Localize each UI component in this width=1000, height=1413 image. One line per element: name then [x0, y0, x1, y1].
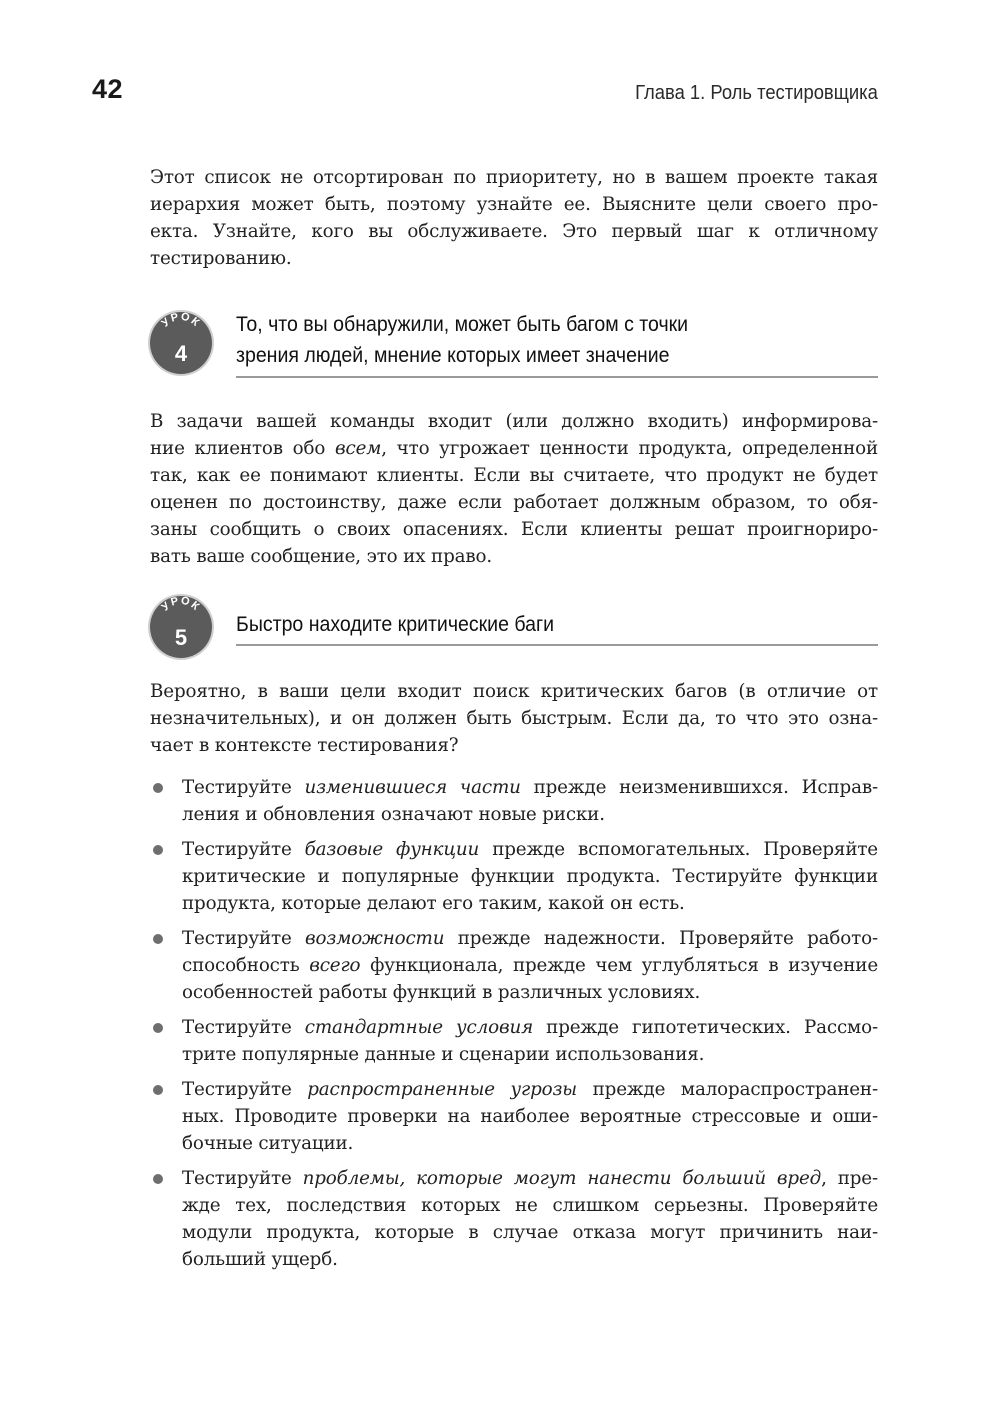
svg-text:УРОК	[160, 596, 203, 614]
text-line	[150, 435, 878, 462]
text-fragment: Тестируйте	[182, 1017, 305, 1038]
list-item	[150, 1076, 878, 1157]
text-line: Вероятно, в ваши цели входит поиск критических багов (в отличие от	[150, 681, 878, 702]
lesson-number: 4	[174, 341, 188, 366]
text-line	[182, 952, 878, 979]
text-line: чает в контексте тестирования?	[150, 735, 459, 756]
lesson-number: 5	[174, 625, 188, 650]
emphasis: изменившиеся части	[304, 777, 521, 798]
text-fragment: Тестируйте	[182, 777, 305, 798]
lesson-badge	[150, 596, 212, 658]
text-fragment: прежде вспомогательных. Проверяйте	[479, 839, 878, 860]
lesson-divider	[236, 376, 878, 378]
text-fragment: прежде неизменившихся. Исправ-	[520, 777, 878, 798]
text-line	[182, 1165, 878, 1192]
list-item	[150, 1165, 878, 1273]
lesson-5-paragraph	[150, 678, 878, 759]
emphasis: базовые функции	[304, 839, 480, 860]
text-fragment: , что угрожает ценности продукта, определенной	[381, 438, 878, 459]
text-line: жде тех, последствия которых не слишком серьезны. Проверяйте	[182, 1195, 878, 1216]
text-line: Этот список не отсортирован по приоритету, но в вашем проекте такая	[150, 167, 878, 188]
list-item	[150, 774, 878, 828]
svg-text:УРОК	[160, 312, 203, 330]
text-line: екта. Узнайте, кого вы обслуживаете. Это первый шаг к отличному	[150, 221, 878, 242]
text-line: незначительных), и он должен быть быстрым. Если да, то что это озна-	[150, 708, 878, 729]
chapter-running-header: Глава 1. Роль тестировщика	[635, 82, 878, 104]
text-fragment: прежде гипотетических. Рассмо-	[533, 1017, 878, 1038]
text-line: В задачи вашей команды входит (или должно входить) информирова-	[150, 411, 878, 432]
text-line: бочные ситуации.	[182, 1133, 354, 1154]
text-fragment: прежде надежности. Проверяйте работо-	[444, 928, 878, 949]
lesson-4-heading	[150, 310, 878, 380]
lesson-badge-word: УРОК	[159, 312, 203, 330]
text-line: критические и популярные функции продукта. Тестируйте функции	[182, 866, 878, 887]
lesson-4-paragraph	[150, 408, 878, 570]
text-fragment: Тестируйте	[182, 1079, 308, 1100]
bullet-icon	[153, 934, 163, 944]
text-line: ления и обновления означают новые риски.	[182, 804, 605, 825]
list-item	[150, 1014, 878, 1068]
text-line: особенностей работы функций в различных условиях.	[182, 982, 701, 1003]
text-line	[182, 836, 878, 863]
lesson-5-heading	[150, 594, 878, 664]
emphasis: проблемы, которые могут нанести больший вред	[302, 1168, 822, 1189]
text-fragment: прежде малораспространен-	[577, 1079, 878, 1100]
text-line: заны сообщить о своих опасениях. Если клиенты решат проигнориро-	[150, 519, 878, 540]
lesson-badge-word: УРОК	[159, 596, 203, 614]
page-number: 42	[92, 74, 124, 104]
emphasis: возможности	[305, 928, 445, 949]
emphasis: всего	[309, 955, 361, 976]
emphasis: стандартные условия	[304, 1017, 534, 1038]
text-line	[182, 1076, 878, 1103]
text-fragment: ние клиентов обо	[150, 438, 335, 459]
text-line: ных. Проводите проверки на наиболее вероятные стрессовые и оши-	[182, 1106, 878, 1127]
text-fragment: способность	[182, 955, 310, 976]
lesson-title-line: То, что вы обнаружили, может быть багом с точки	[236, 313, 689, 336]
text-line: тестированию.	[150, 248, 292, 269]
bullet-icon	[153, 1023, 163, 1033]
text-line: вать ваше сообщение, это их право.	[150, 546, 493, 567]
text-line: иерархия может быть, поэтому узнайте ее. Выясните цели своего про-	[150, 194, 878, 215]
text-fragment: Тестируйте	[182, 839, 305, 860]
bullet-icon	[153, 1174, 163, 1184]
text-line	[182, 774, 878, 801]
list-item	[150, 925, 878, 1006]
text-line: продукта, которые делают его таким, какой он есть.	[182, 893, 685, 914]
bullet-icon	[153, 783, 163, 793]
bullet-icon	[153, 1085, 163, 1095]
lesson-title-line: Быстро находите критические баги	[236, 613, 555, 636]
list-item	[150, 836, 878, 917]
text-line	[182, 1014, 878, 1041]
emphasis: распространенные угрозы	[307, 1079, 578, 1100]
text-line: модули продукта, которые в случае отказа могут причинить наи-	[182, 1222, 878, 1243]
text-line	[182, 925, 878, 952]
intro-paragraph	[150, 164, 878, 272]
text-fragment: Тестируйте	[182, 928, 306, 949]
text-line: оценен по достоинству, даже если работает должным образом, то обя-	[150, 492, 878, 513]
lesson-badge	[150, 312, 212, 374]
text-fragment: , пре-	[821, 1168, 878, 1189]
text-line: больший ущерб.	[182, 1249, 338, 1270]
text-line: трите популярные данные и сценарии использования.	[182, 1044, 705, 1065]
emphasis: всем	[335, 438, 382, 459]
text-fragment: функционала, прежде чем углубляться в изучение	[360, 955, 879, 976]
priority-bullet-list	[150, 774, 878, 1281]
text-fragment: Тестируйте	[182, 1168, 303, 1189]
text-line: так, как ее понимают клиенты. Если вы считаете, что продукт не будет	[150, 465, 878, 486]
bullet-icon	[153, 845, 163, 855]
lesson-title-line: зрения людей, мнение которых имеет значение	[236, 344, 670, 367]
lesson-divider	[236, 644, 878, 646]
